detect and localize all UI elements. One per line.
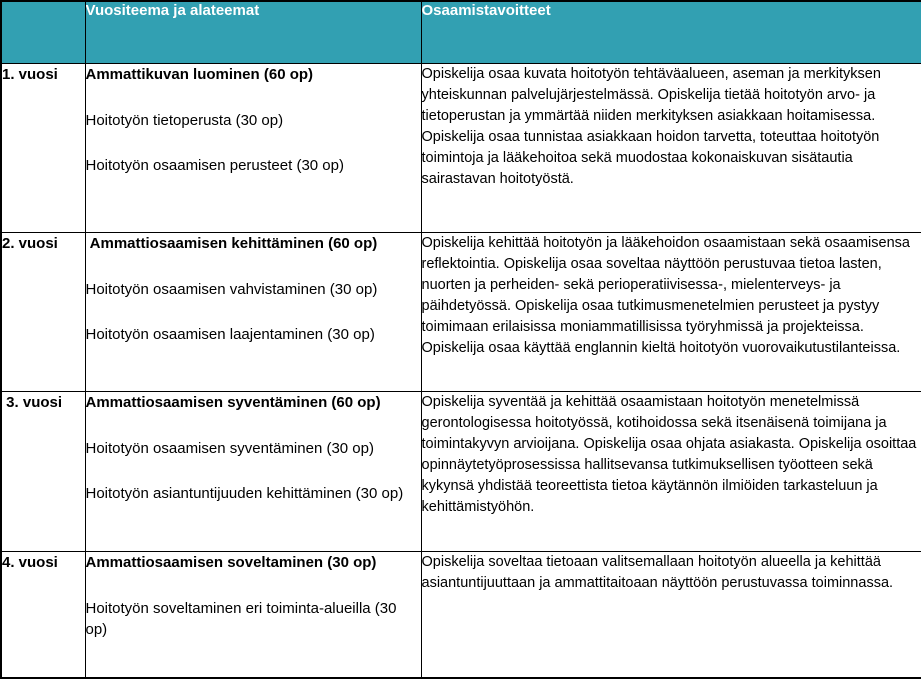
table-row-year-3 bbox=[1, 391, 921, 551]
objectives-text: Opiskelija syventää ja kehittää osaamistaan hoitotyön menetelmissä gerontologisessa hoitotyössä, kotihoidossa sekä itsenäisenä toimijana ja toimintakyvyn arvioijana. Opiskelija osaa ohjata asiakasta. Opiskelija osoittaa opinnäytetyöprosessissa hallitsevansa tutkimuksellisen työotteen sekä kykynsä yhdistää teoreettista tietoa käytännön ilmiöiden tarkasteluun ja kehittämistyöhön. bbox=[422, 392, 921, 518]
year-cell: 1. vuosi bbox=[1, 63, 85, 232]
theme-title: Ammattiosaamisen kehittäminen (60 op) bbox=[86, 233, 421, 254]
year-cell: 4. vuosi bbox=[1, 551, 85, 678]
subtheme: Hoitotyön osaamisen vahvistaminen (30 op) bbox=[86, 279, 421, 300]
objectives-cell bbox=[421, 232, 921, 391]
table-row-year-4 bbox=[1, 551, 921, 678]
theme-cell bbox=[85, 232, 421, 391]
subtheme: Hoitotyön osaamisen syventäminen (30 op) bbox=[86, 438, 421, 459]
theme-cell bbox=[85, 391, 421, 551]
header-cell-theme: Vuositeema ja alateemat bbox=[85, 1, 421, 63]
objectives-text: Opiskelija soveltaa tietoaan valitsemallaan hoitotyön alueella ja kehittää asiantuntijuuttaan ja ammattitaitoaan näyttöön perustuvassa toiminnassa. bbox=[422, 552, 921, 594]
year-cell: 2. vuosi bbox=[1, 232, 85, 391]
header-cell-empty bbox=[1, 1, 85, 63]
subtheme: Hoitotyön osaamisen laajentaminen (30 op) bbox=[86, 324, 421, 345]
table-row-year-1 bbox=[1, 63, 921, 232]
objectives-text: Opiskelija osaa kuvata hoitotyön tehtäväalueen, aseman ja merkityksen yhteiskunnan palvelujärjestelmässä. Opiskelija tietää hoitotyön arvo- ja tietoperustan ja ymmärtää niiden merkityksen asiakkaan hoitamisessa. Opiskelija osaa tunnistaa asiakkaan hoidon tarvetta, toteuttaa hoitotyön toimintoja ja lääkehoitoa sekä muodostaa kokonaiskuvan sisätautia sairastavan hoitotyöstä. bbox=[422, 64, 921, 190]
table-header-row bbox=[1, 1, 921, 63]
theme-title: Ammattiosaamisen syventäminen (60 op) bbox=[86, 392, 421, 413]
objectives-cell bbox=[421, 63, 921, 232]
objectives-text: Opiskelija kehittää hoitotyön ja lääkehoidon osaamistaan sekä osaamisensa reflektointia. Opiskelija osaa soveltaa näyttöön perustuvaa tietoa lasten, nuorten ja perheiden- sekä perioperatiivisessa-, mielenterveys- ja päihdetyössä. Opiskelija osaa tutkimusmenetelmien perusteet ja pystyy toimimaan erilaisissa moniammatillisissa työryhmissä ja projekteissa. Opiskelija osaa käyttää englannin kieltä hoitotyön vuorovaikutustilanteissa. bbox=[422, 233, 921, 359]
objectives-cell bbox=[421, 551, 921, 678]
subtheme: Hoitotyön soveltaminen eri toiminta-alueilla (30 op) bbox=[86, 598, 421, 640]
theme-title: Ammattiosaamisen soveltaminen (30 op) bbox=[86, 552, 421, 573]
theme-cell bbox=[85, 63, 421, 232]
subtheme: Hoitotyön asiantuntijuuden kehittäminen (30 op) bbox=[86, 483, 421, 504]
objectives-cell bbox=[421, 391, 921, 551]
header-cell-objectives: Osaamistavoitteet bbox=[421, 1, 921, 63]
subtheme: Hoitotyön tietoperusta (30 op) bbox=[86, 110, 421, 131]
year-cell: 3. vuosi bbox=[1, 391, 85, 551]
theme-title: Ammattikuvan luominen (60 op) bbox=[86, 64, 421, 85]
theme-cell bbox=[85, 551, 421, 678]
table-row-year-2 bbox=[1, 232, 921, 391]
subtheme: Hoitotyön osaamisen perusteet (30 op) bbox=[86, 155, 421, 176]
